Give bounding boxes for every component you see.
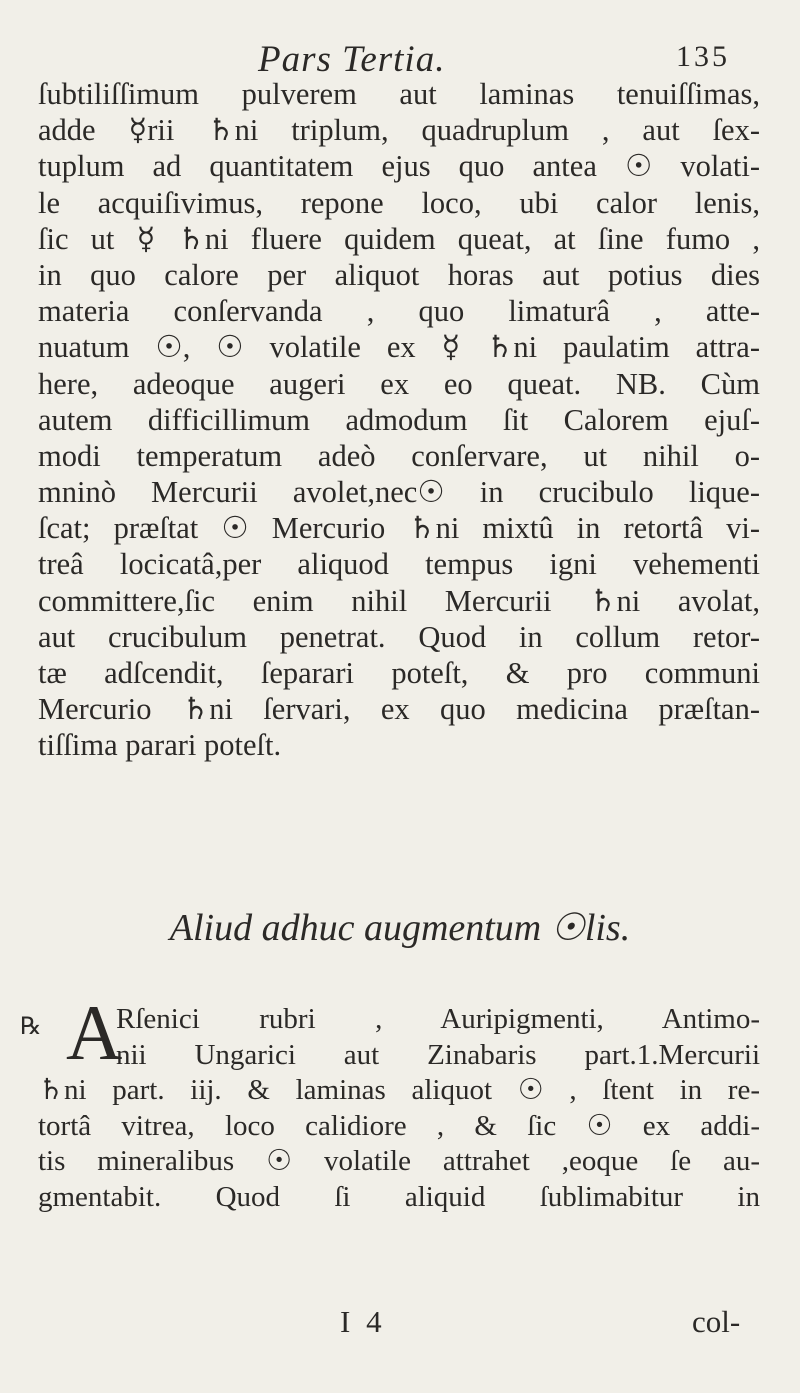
text-line: materia conſervanda , quo limaturâ , atte- [38, 294, 760, 329]
text-line: ſic ut ☿ ♄ni fluere quidem queat, at ſine fumo , [38, 221, 760, 256]
text-line: ſcat; præſtat ☉ Mercurio ♄ni mixtû in retortâ vi- [38, 511, 760, 546]
running-title: Pars Tertia. [258, 39, 446, 80]
recipe-paragraph [38, 1002, 760, 1215]
text-line: committere,ſic enim nihil Mercurii ♄ni avolat, [38, 583, 760, 618]
text-line: autem difficillimum admodum ſit Calorem ejuſ- [38, 402, 760, 437]
text-line: le acquiſivimus, repone loco, ubi calor lenis, [38, 185, 760, 220]
text-line: in quo calore per aliquot horas aut potius dies [38, 257, 760, 292]
text-line: tiſſima parari poteſt. [38, 728, 282, 763]
text-line: tortâ vitrea, loco calidiore , & ſic ☉ ex addi- [38, 1109, 760, 1142]
text-line: tuplum ad quantitatem ejus quo antea ☉ volati- [38, 149, 760, 184]
text-line: Rſenici rubri , Auripigmenti, Antimo- [116, 1003, 760, 1035]
text-line: nii Ungarici aut Zinabaris part.1.Mercurii [116, 1038, 760, 1071]
text-line: tæ adſcendit, ſeparari poteſt, & pro communi [38, 656, 760, 690]
text-line: Mercurio ♄ni ſervari, ex quo medicina præſtan- [38, 692, 760, 727]
text-line: here, adeoque augeri ex eo queat. NB. Cùm [38, 366, 760, 401]
text-line: ſubtiliſſimum pulverem aut laminas tenuiſſimas, [38, 77, 760, 111]
recipe-symbol: ℞ [20, 1012, 42, 1040]
page-number: 135 [676, 40, 730, 73]
text-line: adde ☿rii ♄ni triplum, quadruplum , aut ſex- [38, 113, 760, 148]
catchword: col- [692, 1304, 741, 1339]
main-paragraph [38, 76, 760, 764]
text-line: aut crucibulum penetrat. Quod in collum retor- [38, 619, 760, 654]
text-line: modi temperatum adeò conſervare, ut nihil o- [38, 438, 760, 473]
text-line: tis mineralibus ☉ volatile attrahet ,eoque ſe au- [38, 1145, 760, 1177]
signature-mark: I 4 [340, 1304, 386, 1339]
text-line: nuatum ☉, ☉ volatile ex ☿ ♄ni paulatim attra- [38, 330, 760, 365]
text-line: treâ locicatâ,per aliquod tempus igni vehementi [38, 547, 760, 582]
text-line: gmentabit. Quod ſi aliquid ſublimabitur in [38, 1180, 760, 1213]
page-footer [0, 1304, 800, 1344]
text-line: mninò Mercurii avolet,nec☉ in crucibulo lique- [38, 475, 760, 510]
drop-cap: A [66, 989, 123, 1076]
text-line: ♄ni part. iij. & laminas aliquot ☉ , ſtent in re- [38, 1074, 760, 1106]
section-heading: Aliud adhuc augmentum ☉lis. [169, 907, 631, 949]
